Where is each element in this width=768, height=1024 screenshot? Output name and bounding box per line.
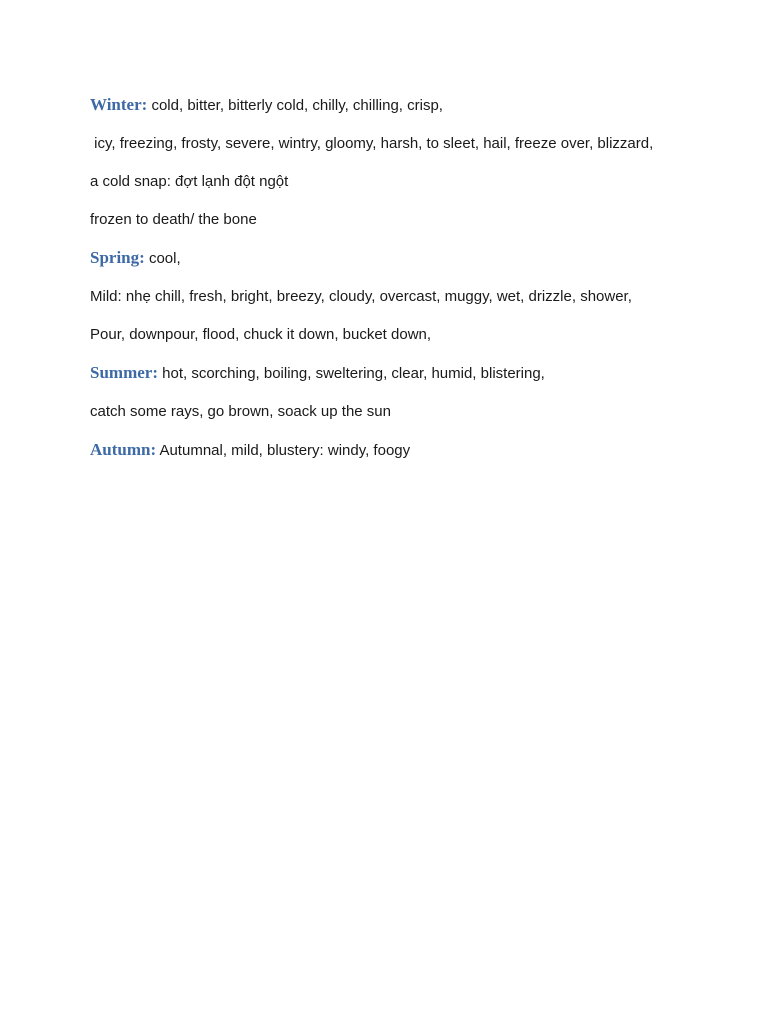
cold-snap-paragraph: a cold snap: đợt lạnh đột ngột: [90, 173, 289, 190]
autumn-heading: Autumn:: [90, 440, 157, 459]
spring-paragraph: [90, 245, 680, 271]
autumn-paragraph: [90, 437, 680, 463]
mild-paragraph: Mild: nhẹ chill, fresh, bright, breezy, cloudy, overcast, muggy, wet, drizzle, shower,: [90, 288, 632, 305]
summer-heading: Summer:: [90, 363, 158, 382]
spring-text: cool,: [144, 250, 181, 267]
document-body: [90, 92, 680, 476]
pour-paragraph: Pour, downpour, flood, chuck it down, bucket down,: [90, 326, 432, 343]
summer-paragraph: [90, 360, 680, 386]
winter-text: cold, bitter, bitterly cold, chilly, chilling, crisp,: [147, 97, 443, 114]
rays-paragraph: catch some rays, go brown, soack up the sun: [90, 403, 391, 420]
winter-more-paragraph: icy, freezing, frosty, severe, wintry, gloomy, harsh, to sleet, hail, freeze over, blizzard,: [90, 135, 654, 152]
summer-text: hot, scorching, boiling, sweltering, clear, humid, blistering,: [157, 365, 545, 382]
autumn-text: Autumnal, mild, blustery: windy, foogy: [156, 442, 411, 459]
winter-heading: Winter:: [90, 95, 148, 114]
frozen-paragraph: frozen to death/ the bone: [90, 211, 257, 228]
winter-paragraph: [90, 92, 680, 118]
spring-heading: Spring:: [90, 248, 145, 267]
